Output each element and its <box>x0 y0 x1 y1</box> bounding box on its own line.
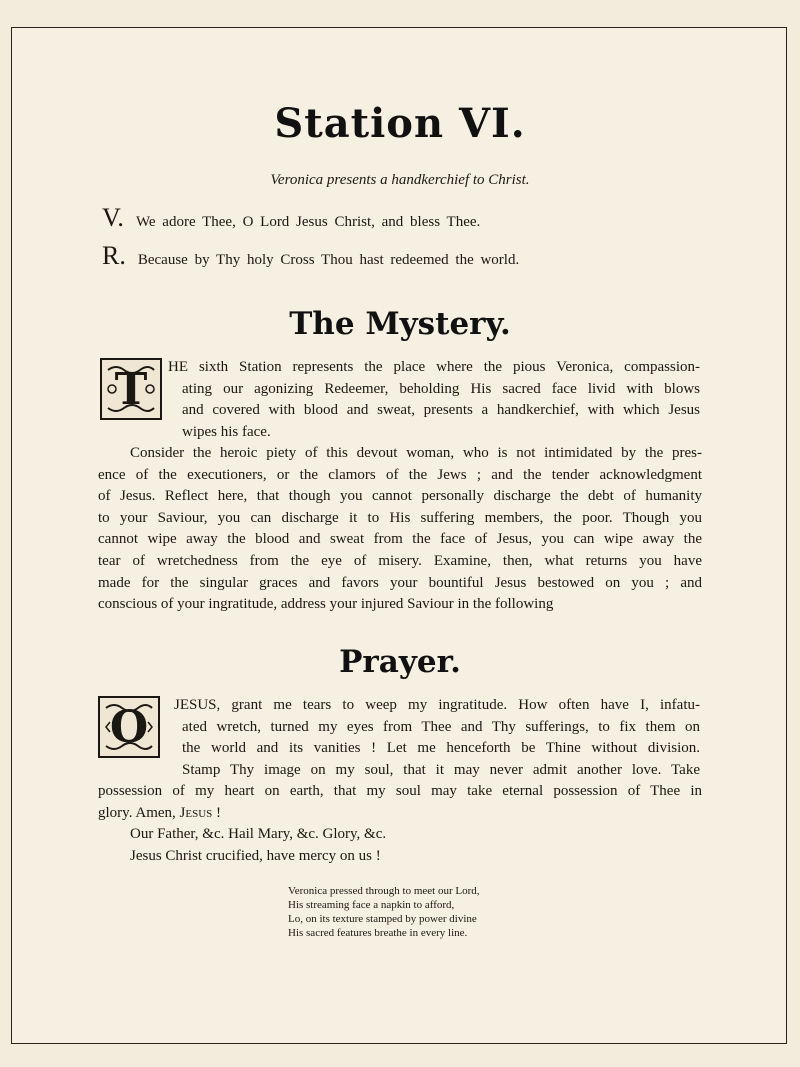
mystery-intro <box>168 357 700 443</box>
response-text: Because by Thy holy Cross Thou hast redeemed the world. <box>137 252 520 268</box>
text-line: of Jesus. Reflect here, that though you cannot personally discharge the debt of humanity <box>98 488 702 505</box>
dropcap-t-letter: T <box>114 363 148 415</box>
poem-line: His streaming face a napkin to afford, <box>288 899 455 911</box>
text-line: made for the singular graces and favors your bountiful Jesus bestowed on you ; and <box>98 574 702 591</box>
closing-line: Jesus Christ crucified, have mercy on us ! <box>130 847 381 864</box>
dropcap-o-ornament <box>98 696 160 758</box>
dropcap-o-letter: O <box>109 701 149 753</box>
versicle-row <box>102 203 480 233</box>
mystery-body <box>98 443 702 616</box>
text-line: JESUS, grant me tears to weep my ingratitude. How often have I, infatu- <box>174 697 700 713</box>
response-letter: R. <box>102 241 126 270</box>
text-line: ating our agonizing Redeemer, beholding His sacred face livid with blows <box>182 380 700 397</box>
text-line: wipes his face. <box>182 423 271 440</box>
poem-line: Lo, on its texture stamped by power divine <box>288 913 477 925</box>
poem-line: His sacred features breathe in every line. <box>288 927 468 939</box>
station-title: Station VI. <box>274 100 526 147</box>
closing-poem <box>288 884 480 940</box>
text-line: ated wretch, turned my eyes from Thee and Thy sufferings, to fix them on <box>182 718 700 735</box>
small-caps-jesus: Jesus <box>179 804 213 821</box>
text-line: to your Saviour, you can discharge it to His suffering members, the poor. Though you <box>98 509 702 526</box>
text-line: and covered with blood and sweat, presents a handkerchief, with which Jesus <box>182 402 700 419</box>
prayer-body <box>98 781 702 867</box>
text-line: the world and its vanities ! Let me henceforth be Thine without division. <box>182 740 700 757</box>
text-fragment: ! <box>212 804 222 821</box>
prayer-heading: Prayer. <box>339 644 461 680</box>
text-line: Stamp Thy image on my soul, that it may never admit another love. Take <box>182 761 700 778</box>
station-subtitle: Veronica presents a handkerchief to Christ. <box>270 172 530 188</box>
prayer-intro <box>168 695 700 781</box>
closing-line: Our Father, &c. Hail Mary, &c. Glory, &c. <box>130 826 387 843</box>
response-row <box>102 241 519 271</box>
text-line: Consider the heroic piety of this devout woman, who is not intimidated by the pres- <box>130 445 702 461</box>
dropcap-t-ornament <box>100 358 162 420</box>
text-line: tear of wretchedness from the eye of misery. Examine, then, what returns you have <box>98 552 702 569</box>
text-fragment: glory. Amen, <box>98 804 180 821</box>
versicle-text: We adore Thee, O Lord Jesus Christ, and bless Thee. <box>135 214 481 230</box>
mystery-heading: The Mystery. <box>289 306 511 342</box>
text-line: conscious of your ingratitude, address your injured Saviour in the following <box>98 596 554 613</box>
versicle-letter: V. <box>102 203 124 232</box>
text-line <box>98 803 702 825</box>
text-line: cannot wipe away the blood and sweat from the face of Jesus, you can wipe away the <box>98 531 702 548</box>
text-line: ence of the executioners, or the clamors of the Jews ; and the tender acknowledgment <box>98 466 702 483</box>
text-line: HE sixth Station represents the place where the pious Veronica, compassion- <box>168 359 700 375</box>
text-line: possession of my heart on earth, that my soul may take eternal possession of Thee in <box>98 783 702 799</box>
poem-line: Veronica pressed through to meet our Lord, <box>288 885 480 897</box>
